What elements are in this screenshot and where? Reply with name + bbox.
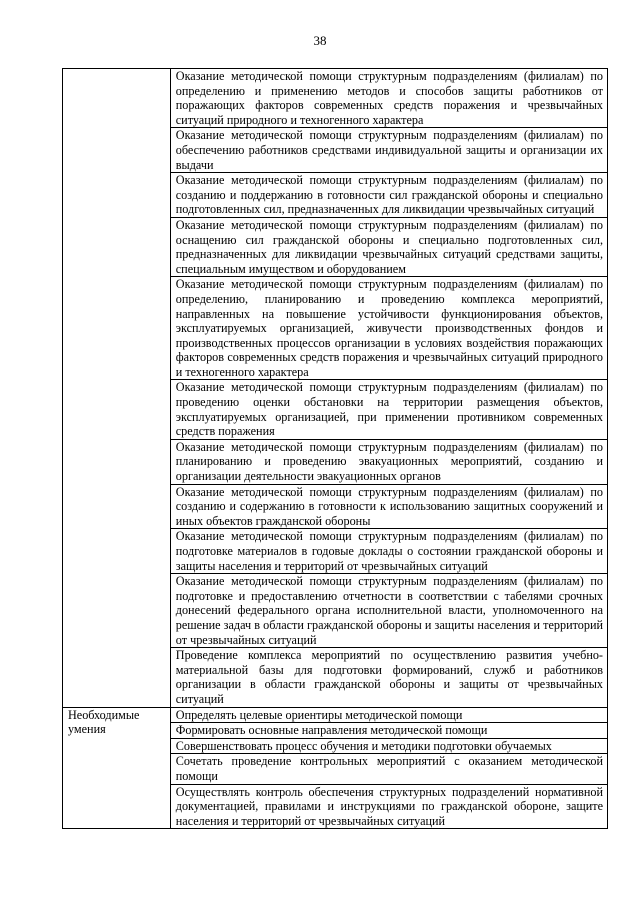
skill-cell: Совершенствовать процесс обучения и методики подготовки обучаемых <box>170 738 607 754</box>
skill-cell: Сочетать проведение контрольных мероприятий с оказанием методической помощи <box>170 754 607 784</box>
skills-label: Необходимые умения <box>63 707 171 829</box>
activity-cell: Оказание методической помощи структурным подразделениям (филиалам) по определению, планированию и проведению комплекса мероприятий, направленных на повышение устойчивости функционирования объектов, эксплуатируемых организацией, живучести производственных фондов и производственных процессов организации в условиях воздействия поражающих факторов современных средств поражения и чрезвычайных ситуаций природного и техногенного характера <box>170 277 607 380</box>
activity-cell: Оказание методической помощи структурным подразделениям (филиалам) по обеспечению работников средствами индивидуальной защиты и организации их выдачи <box>170 128 607 173</box>
skill-cell: Осуществлять контроль обеспечения структурных подразделений нормативной документацией, правилами и инструкциями по гражданской обороне, защите населения и территорий от чрезвычайных ситуаций <box>170 784 607 829</box>
activity-cell: Оказание методической помощи структурным подразделениям (филиалам) по созданию и содержанию в готовности к использованию защитных сооружений и иных объектов гражданской обороны <box>170 484 607 529</box>
activity-cell: Оказание методической помощи структурным подразделениям (филиалам) по подготовке и предоставлению отчетности в соответствии с табелями срочных донесений федерального органа исполнительной власти, уполномоченного на решение задач в области гражданской обороны и защиты населения и территорий от чрезвычайных ситуаций <box>170 574 607 648</box>
activity-cell: Оказание методической помощи структурным подразделениям (филиалам) по проведению оценки обстановки на территории размещения объектов, эксплуатируемых организацией, при применении противником современных средств поражения <box>170 380 607 439</box>
activity-cell: Оказание методической помощи структурным подразделениям (филиалам) по оснащению сил гражданской обороны и специально подготовленных сил, предназначенных для ликвидации чрезвычайных ситуаций средствами защиты, специальным имуществом и оборудованием <box>170 217 607 276</box>
skill-cell: Формировать основные направления методической помощи <box>170 723 607 739</box>
activity-cell: Проведение комплекса мероприятий по осуществлению развития учебно-материальной базы для подготовки формирований, служб и работников организации в области гражданской обороны и защиты от чрезвычайных ситуаций <box>170 648 607 707</box>
activity-cell: Оказание методической помощи структурным подразделениям (филиалам) по созданию и поддержанию в готовности сил гражданской обороны и специально подготовленных сил, предназначенных для ликвидации чрезвычайных ситуаций <box>170 173 607 218</box>
activity-cell: Оказание методической помощи структурным подразделениям (филиалам) по подготовке материалов в годовые доклады о состоянии гражданской обороны и защиты населения и территорий от чрезвычайных ситуаций <box>170 529 607 574</box>
table-row <box>63 707 608 723</box>
activity-cell: Оказание методической помощи структурным подразделениям (филиалам) по определению и применению методов и способов защиты работников от поражающих факторов современных средств поражения и чрезвычайных ситуаций природного и техногенного характера <box>170 69 607 128</box>
page-number: 38 <box>313 33 327 48</box>
table-row <box>63 69 608 128</box>
activity-cell: Оказание методической помощи структурным подразделениям (филиалам) по планированию и проведению эвакуационных мероприятий, созданию и организации деятельности эвакуационных органов <box>170 439 607 484</box>
competency-table <box>62 68 608 829</box>
skill-cell: Определять целевые ориентиры методической помощи <box>170 707 607 723</box>
labor-actions-label-cell <box>63 69 171 708</box>
